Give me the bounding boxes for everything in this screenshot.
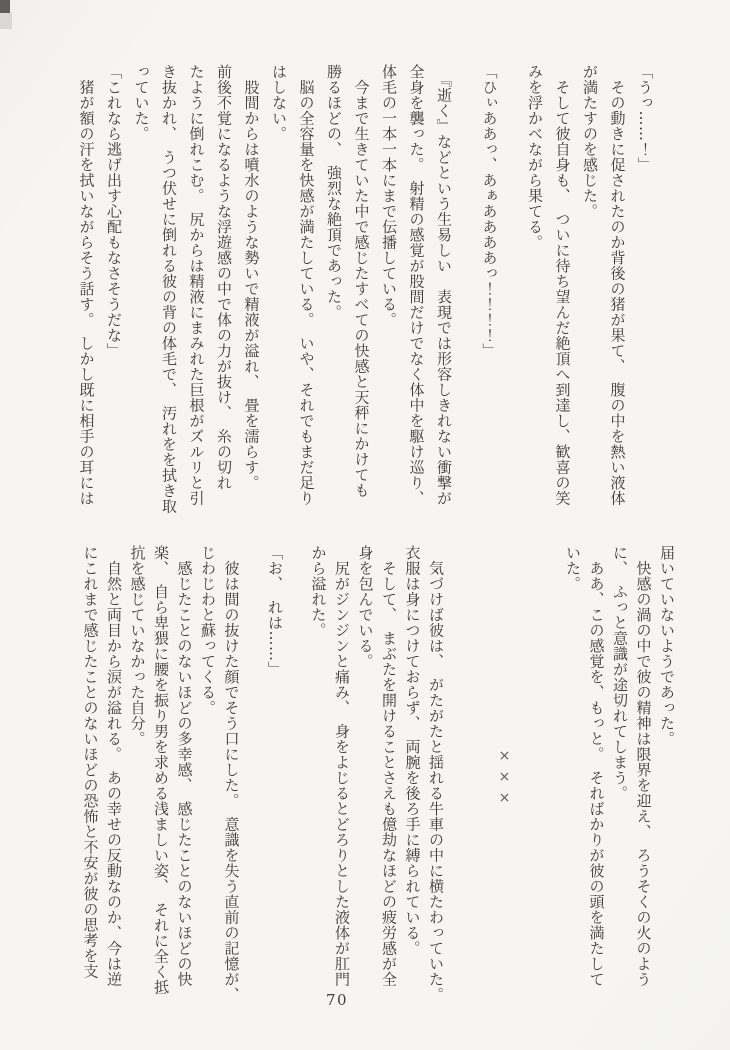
blank-line	[457, 64, 475, 520]
text-line: はしない。	[270, 64, 288, 142]
text-line: 快感の渦の中で彼の精神は限界を迎え、 ろうそくの火のよう	[634, 545, 653, 987]
text-line: そして、 まぶたを開けることさえも億劫なほどの疲労感が全	[380, 545, 398, 987]
text-line: 尻がジンジンと痛み、 身をよじるとどろりとした液体が肛門	[333, 545, 351, 987]
text-line: たように倒れこむ。 尻からは精液にまみれた巨根がズルリと引	[187, 64, 206, 506]
text-line: 感じたことのないほどの多幸感、 感じたことのないほどの快	[175, 545, 194, 987]
text-line: その動きに促されたのか背後の猪が果て、 腹の中を熱い液体	[608, 64, 627, 506]
page-number: 70	[326, 991, 349, 1009]
text-block-top	[72, 64, 658, 520]
text-line: 自然と両目から涙が溢れる。 あの幸せの反動なのか、今は逆	[105, 545, 123, 987]
text-line: 前後不覚になるような浮遊感の中で体の力が抜け、 糸の切れ	[215, 64, 233, 491]
text-line: 今まで生きていた中で感じたすべての快感と天秤にかけても	[352, 64, 371, 498]
text-line: 彼は間の抜けた顔でそう口にした。 意識を失う直前の記憶が、	[222, 545, 241, 1003]
blank-line	[243, 545, 263, 1013]
blank-line	[516, 545, 561, 1013]
scan-corner-artifact	[0, 0, 10, 13]
text-line: 気づけば彼は、 がたがたと揺れる牛車の中に横たわっていた。	[427, 545, 445, 1003]
text-line: 体毛の一本一本にまで伝播している。	[380, 64, 398, 328]
text-line: から溢れた。	[309, 545, 328, 638]
blank-line	[447, 545, 492, 1013]
text-line: 『逝く』などという生易しい 表現では形容しきれない衝撃が	[435, 64, 453, 506]
blank-line	[503, 64, 521, 520]
text-line: 届いていないようであった。	[658, 545, 676, 747]
blank-line	[286, 545, 306, 1013]
text-line: 猪が額の汗を拭いながらそう話す。 しかし既に相手の耳には	[77, 64, 96, 506]
text-line: いた。	[564, 545, 582, 592]
text-line: 楽、 自ら卑猥に腰を振り男を求める浅ましい姿、 それに全く抵	[152, 545, 170, 995]
text-line: みを浮かべながら果てる。	[526, 64, 544, 250]
text-line: じわじわと蘇ってくる。	[199, 545, 217, 716]
text-line: ああ、この感覚を、もっと。 そればかりが彼の頭を満たして	[587, 545, 606, 987]
scan-corner-artifact-light	[0, 13, 12, 29]
text-line: 勝るほどの、 強烈な絶頂であった。	[325, 64, 343, 320]
text-line: 衣服は身につけておらず、 両腕を後ろ手に縛られている。	[403, 545, 422, 956]
text-line: にこれまで感じたことのないほどの恐怖と不安が彼の思考を支	[81, 545, 100, 979]
text-line: 股間からは噴水のような勢いで精液が溢れ、 畳を濡らす。	[242, 64, 261, 491]
scene-divider: ×××	[496, 747, 513, 811]
text-line: 「これなら逃げ出す心配もなさそうだな」	[105, 64, 123, 359]
text-line: 全身を襲った。 射精の感覚が股間だけでなく体中を駆け巡り、	[407, 64, 426, 506]
text-line: っていた。	[132, 64, 151, 142]
text-line: 「うっ……！」	[636, 64, 654, 173]
text-line: き抜かれ、 うつ伏せに倒れる彼の背の体毛で、 汚れをを拭き取	[160, 64, 178, 514]
text-line: 抗を感じていなかった自分。	[128, 545, 147, 747]
text-line: 「ひぃああっ、あぁああああっ！！！！」	[480, 64, 499, 359]
text-line: 身を包んでいる。	[356, 545, 375, 669]
text-line: が満たすのを感じた。	[581, 64, 599, 219]
text-line: に、 ふっと意識が途切れてしまう。	[611, 545, 629, 801]
text-line: そして彼自身も、 ついに待ち望んだ絶頂へ到達し、歓喜の笑	[553, 64, 572, 506]
text-line: 脳の全容量を快感が満たしている。 いや、それでもまだ足り	[297, 64, 316, 506]
text-line: 「お、 れは……」	[266, 545, 284, 677]
text-block-bottom	[78, 545, 678, 1013]
